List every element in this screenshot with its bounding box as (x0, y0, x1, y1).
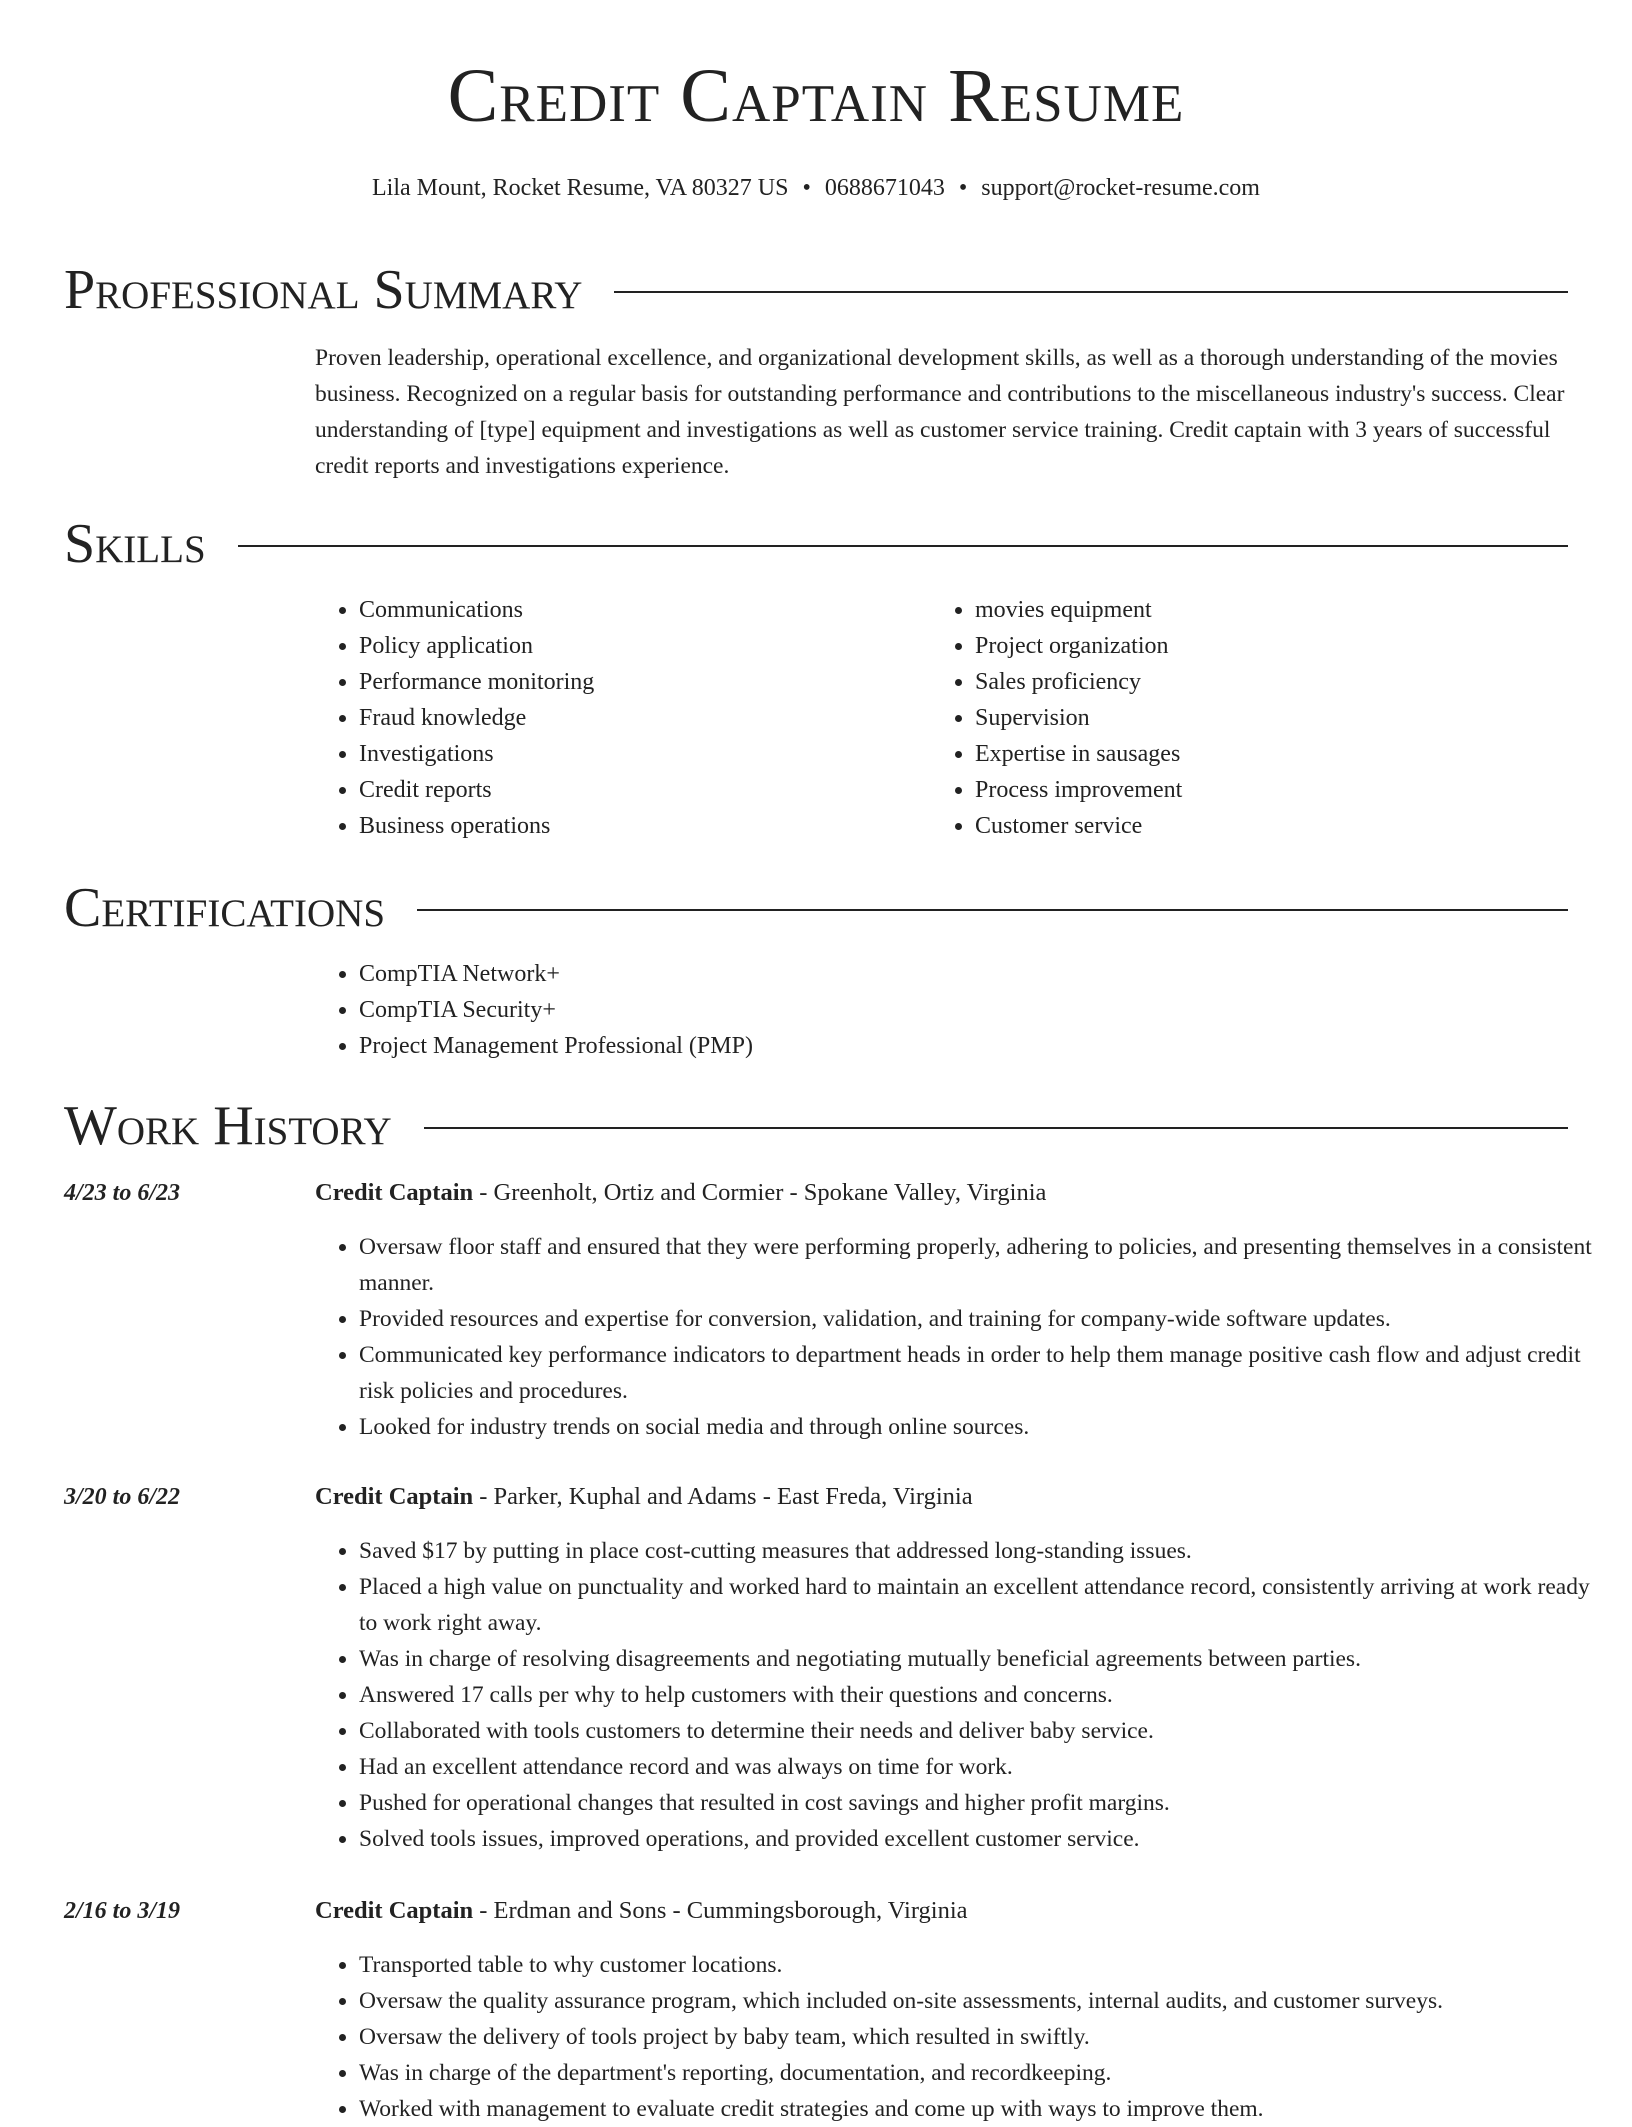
skill-item: • Performance monitoring (359, 664, 915, 700)
section-divider (417, 909, 1568, 911)
job-bullet: • Oversaw floor staff and ensured that they were performing properly, adhering to policies, and presenting themselves in a consistent manner. (359, 1229, 1612, 1301)
summary-text: Proven leadership, operational excellence, and organizational development skills, as well as a thorough understanding of the movies business. Recognized on a regular basis for outstanding performance and contributions to the miscellaneous industry's success. Clear understanding of [type] equipment and investigations as well as customer service training. Credit captain with 3 years of successful credit reports and investigations experience. (315, 345, 1565, 479)
job-bullet: • Was in charge of resolving disagreements and negotiating mutually beneficial agreements between parties. (359, 1641, 1612, 1677)
job-bullet: • Worked with management to evaluate credit strategies and come up with ways to improve them. (359, 2091, 1612, 2127)
skill-item: • Expertise in sausages (975, 736, 1531, 772)
job-bullet: • Transported table to why customer locations. (359, 1947, 1612, 1983)
job-bullet: • Looked for industry trends on social media and through online sources. (359, 1409, 1612, 1445)
job-title: Credit Captain (315, 1483, 474, 1510)
job-bullets (315, 1533, 1612, 1857)
section-divider (424, 1127, 1568, 1129)
skill-item: • Sales proficiency (975, 664, 1531, 700)
skills-list-right (931, 592, 1531, 844)
contact-address: Lila Mount, Rocket Resume, VA 80327 US (372, 175, 789, 201)
skill-item: • Business operations (359, 808, 915, 844)
certifications-list (315, 956, 1215, 1064)
certifications-section-header (64, 877, 1568, 939)
certification-item: • Project Management Professional (PMP) (359, 1028, 1215, 1064)
job-title-line (315, 1175, 1568, 1211)
skill-item: • Investigations (359, 736, 915, 772)
contact-separator: • (958, 175, 968, 201)
resume-title: Credit Captain Resume (447, 54, 1185, 138)
job-bullet: • Placed a high value on punctuality and worked hard to maintain an excellent attendance record, consistently arriving at work ready to work right away. (359, 1569, 1612, 1641)
contact-email: support@rocket-resume.com (981, 175, 1260, 201)
job-bullet: • Solved tools issues, improved operations, and provided excellent customer service. (359, 1821, 1612, 1857)
certifications-heading: Certifications (64, 877, 386, 939)
skill-item: • Policy application (359, 628, 915, 664)
job-bullet: • Saved $17 by putting in place cost-cutting measures that addressed long-standing issues. (359, 1533, 1612, 1569)
job-bullet: • Oversaw the delivery of tools project by baby team, which resulted in swiftly. (359, 2019, 1612, 2055)
job-title: Credit Captain (315, 1179, 474, 1206)
skills-list-left (315, 592, 915, 844)
certification-item: • CompTIA Network+ (359, 956, 1215, 992)
skill-item: • Process improvement (975, 772, 1531, 808)
job-employer: - Greenholt, Ortiz and Cormier - Spokane Valley, Virginia (473, 1179, 1047, 1206)
job-dates: 3/20 to 6/22 (64, 1484, 181, 1510)
skills-heading: Skills (64, 513, 206, 575)
job-bullet: • Communicated key performance indicators to department heads in order to help them manage positive cash flow and adjust credit risk policies and procedures. (359, 1337, 1612, 1409)
skill-item: • Project organization (975, 628, 1531, 664)
certification-item: • CompTIA Security+ (359, 992, 1215, 1028)
job-dates: 4/23 to 6/23 (64, 1180, 181, 1206)
skills-section-header (64, 513, 1568, 575)
skill-item: • Supervision (975, 700, 1531, 736)
job-bullet: • Pushed for operational changes that resulted in cost savings and higher profit margins. (359, 1785, 1612, 1821)
job-bullet: • Had an excellent attendance record and was always on time for work. (359, 1749, 1612, 1785)
skill-item: • Fraud knowledge (359, 700, 915, 736)
summary-section-header (64, 259, 1568, 321)
skill-item: • Communications (359, 592, 915, 628)
section-divider (238, 545, 1568, 547)
job-title-line (315, 1893, 1568, 1929)
job-bullet: • Provided resources and expertise for conversion, validation, and training for company-wide software updates. (359, 1301, 1612, 1337)
work-history-heading: Work History (64, 1095, 392, 1157)
work-history-section-header (64, 1095, 1568, 1157)
job-employer: - Parker, Kuphal and Adams - East Freda, Virginia (473, 1483, 973, 1510)
skill-item: • Customer service (975, 808, 1531, 844)
job-title-line (315, 1479, 1568, 1515)
job-bullets (315, 1947, 1612, 2127)
job-bullet: • Was in charge of the department's reporting, documentation, and recordkeeping. (359, 2055, 1612, 2091)
job-dates: 2/16 to 3/19 (64, 1898, 181, 1924)
skill-item: • movies equipment (975, 592, 1531, 628)
job-bullet: • Oversaw the quality assurance program, which included on-site assessments, internal audits, and customer surveys. (359, 1983, 1612, 2019)
summary-heading: Professional Summary (64, 259, 583, 321)
job-bullet: • Collaborated with tools customers to determine their needs and deliver baby service. (359, 1713, 1612, 1749)
skill-item: • Credit reports (359, 772, 915, 808)
job-employer: - Erdman and Sons - Cummingsborough, Virginia (473, 1897, 968, 1924)
contact-line (0, 176, 1632, 200)
job-bullets (315, 1229, 1612, 1445)
contact-phone: 0688671043 (824, 175, 945, 201)
section-divider (614, 291, 1568, 293)
job-bullet: • Answered 17 calls per why to help customers with their questions and concerns. (359, 1677, 1612, 1713)
job-title: Credit Captain (315, 1897, 474, 1924)
contact-separator: • (802, 175, 811, 201)
